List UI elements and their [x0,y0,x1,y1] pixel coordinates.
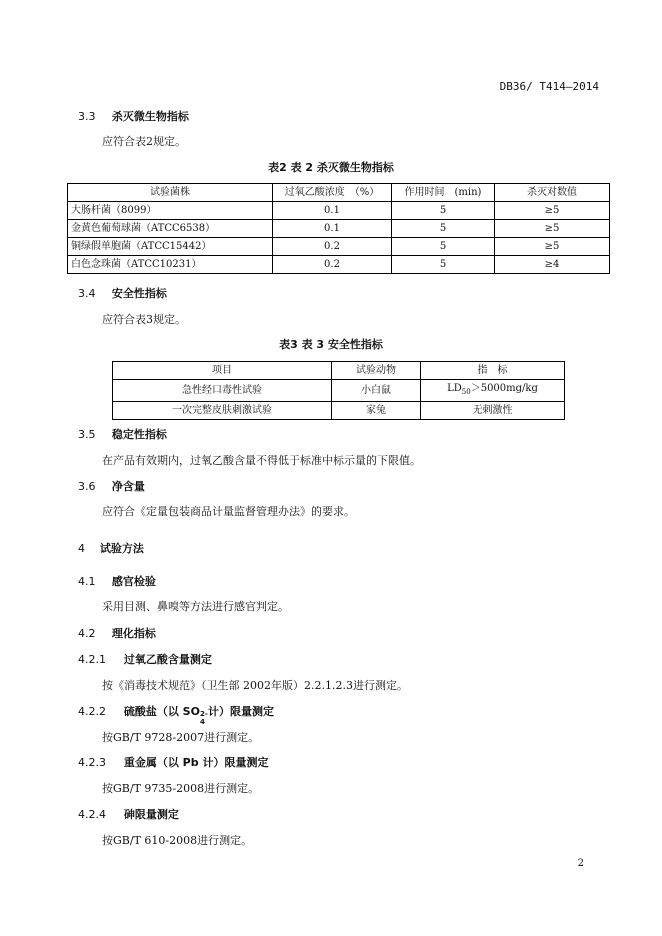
section-title: 试验方法 [99,542,144,555]
table-cell: 5 [392,202,495,220]
section-3-4-heading [78,285,167,301]
section-4-2-2-text: 按GB/T 9728-2007进行测定。 [102,731,260,744]
table-cell [421,380,565,402]
table-header-row [113,362,565,380]
section-4-2-heading [78,625,156,641]
section-number: 4.2.1 [78,653,106,666]
document-code: DB36/ T414—2014 [499,80,599,93]
section-title: 过氧乙酸含量测定 [123,653,212,666]
table-header-cell: 试验动物 [332,362,421,380]
table-header-cell: 过氧乙酸浓度 （%） [273,184,392,202]
section-number: 4.2.3 [78,756,106,769]
table-header-cell: 项目 [113,362,332,380]
table-cell: ≥5 [495,220,610,238]
indicator-prefix: LD [447,383,462,394]
section-title: 感官检验 [111,575,156,588]
section-3-4-text: 应符合表3规定。 [102,313,186,326]
table-cell: 一次完整皮肤刺激试验 [113,402,332,420]
section-number: 4.2 [78,627,96,640]
section-3-6-text: 应符合《定量包装商品计量监督管理办法》的要求。 [102,505,355,518]
section-4-2-3-text: 按GB/T 9735-2008进行测定。 [102,782,260,795]
table-row [113,402,565,420]
page-number: 2 [577,858,584,869]
table2-caption: 表2 表 2 杀灭微生物指标 [268,161,394,174]
table-row [68,220,610,238]
section-number: 3.3 [78,110,96,123]
subscript: 4 [199,718,205,726]
table-cell: 铜绿假单胞菌（ATCC15442） [68,238,273,256]
section-4-1-heading [78,573,156,589]
section-number: 3.6 [78,480,96,493]
section-3-5-heading [78,426,167,442]
table2 [67,183,610,274]
table-cell: ≥5 [495,202,610,220]
table3 [112,361,565,420]
section-3-5-text: 在产品有效期内，过氧乙酸含量不得低于标准中标示量的下限值。 [102,454,421,467]
table-cell: 小白鼠 [332,380,421,402]
section-4-2-4-heading [78,806,179,822]
section-number: 3.5 [78,428,96,441]
table-cell: ≥5 [495,238,610,256]
table-cell: 5 [392,256,495,274]
table-cell: 5 [392,238,495,256]
table-cell: ≥4 [495,256,610,274]
table-cell: 白色念珠菌（ATCC10231） [68,256,273,274]
section-number: 4.2.2 [78,705,106,718]
table-cell: 0.1 [273,220,392,238]
table-header-cell: 作用时间 (min) [392,184,495,202]
section-number: 4.1 [78,575,96,588]
section-3-6-heading [78,478,145,494]
indicator-value: ＞5000mg/kg [470,383,538,394]
section-title [123,705,274,726]
table-cell: 0.2 [273,238,392,256]
section-title: 理化指标 [111,627,156,640]
table-cell: 无刺激性 [421,402,565,420]
table-header-cell: 杀灭对数值 [495,184,610,202]
table-cell: 5 [392,220,495,238]
section-title: 净含量 [111,480,145,493]
section-3-3-heading [78,108,189,124]
section-4-2-2-heading [78,703,274,726]
table-header-cell: 试验菌株 [68,184,273,202]
section-title: 安全性指标 [111,287,167,300]
section-4-2-1-heading [78,651,212,667]
section-4-heading [78,540,144,556]
section-number: 3.4 [78,287,96,300]
table-cell: 急性经口毒性试验 [113,380,332,402]
section-title: 重金属（以 Pb 计）限量测定 [123,756,269,769]
table-cell: 家兔 [332,402,421,420]
section-4-2-1-text: 按《消毒技术规范》（卫生部 2002年版）2.2.1.2.3进行测定。 [102,679,408,692]
table-row [113,380,565,402]
table-header-cell: 指 标 [421,362,565,380]
section-4-2-3-heading [78,754,268,770]
table-cell: 0.2 [273,256,392,274]
title-part: 硫酸盐（以 SO [123,705,200,718]
table-header-row [68,184,610,202]
table-row [68,202,610,220]
section-4-1-text: 采用目测、鼻嗅等方法进行感官判定。 [102,600,289,613]
table-row [68,238,610,256]
section-title: 稳定性指标 [111,428,167,441]
table3-caption: 表3 表 3 安全性指标 [279,338,383,351]
title-part: 计）限量测定 [207,705,274,718]
table-cell: 大肠杆菌（8099） [68,202,273,220]
section-number: 4 [78,542,85,555]
table-row [68,256,610,274]
section-number: 4.2.4 [78,808,106,821]
section-title: 杀灭微生物指标 [111,110,189,123]
superscript: 2- [199,710,208,718]
section-4-2-4-text: 按GB/T 610-2008进行测定。 [102,834,253,847]
section-3-3-text: 应符合表2规定。 [102,135,186,148]
indicator-subscript: 50 [461,388,471,396]
section-title: 砷限量测定 [123,808,179,821]
table-cell: 0.1 [273,202,392,220]
table-cell: 金黄色葡萄球菌（ATCC6538） [68,220,273,238]
